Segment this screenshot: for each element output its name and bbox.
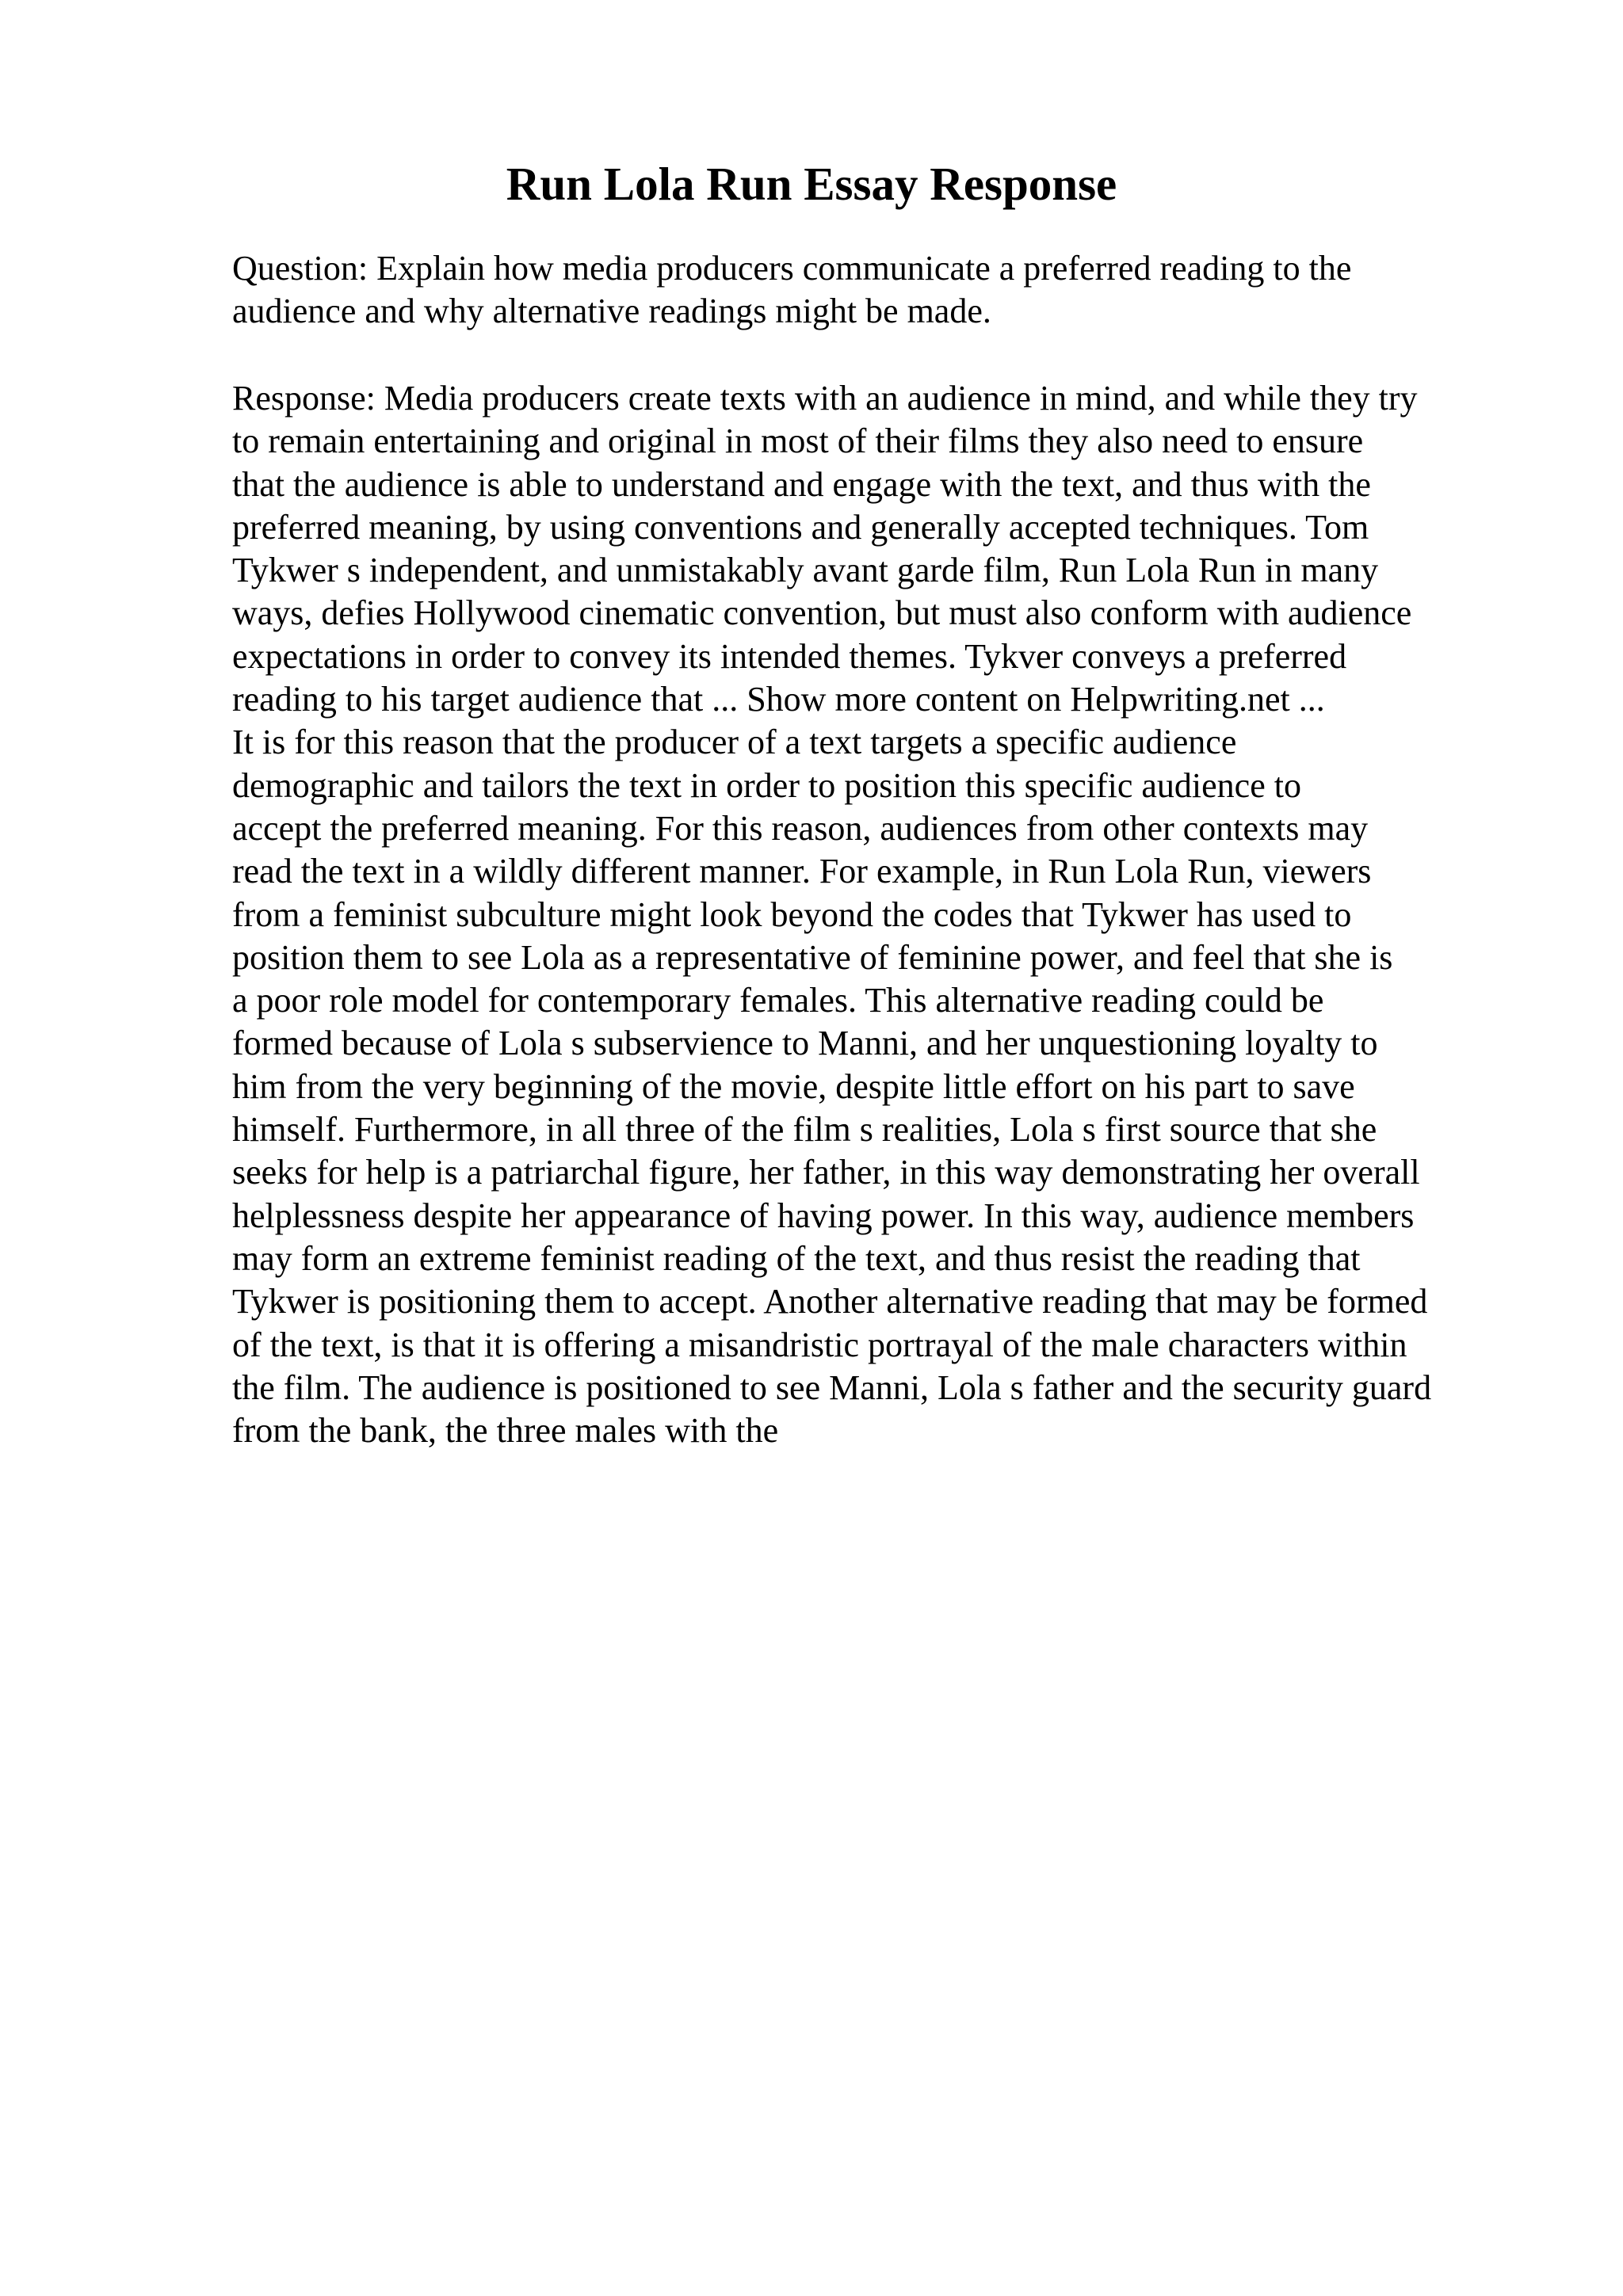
response-line: the film. The audience is positioned to see Manni, Lola s father and the security guard xyxy=(232,1367,1432,1407)
response-line: may form an extreme feminist reading of the text, and thus resist the reading that xyxy=(232,1238,1361,1278)
response-line: ways, defies Hollywood cinematic convention, but must also conform with audience xyxy=(232,593,1412,633)
question-paragraph xyxy=(232,247,1516,334)
response-line: from the bank, the three males with the xyxy=(232,1411,779,1451)
response-line: seeks for help is a patriarchal figure, her father, in this way demonstrating her overall xyxy=(232,1153,1420,1192)
response-line: Response: Media producers create texts with an audience in mind, and while they try xyxy=(232,379,1418,418)
response-line: position them to see Lola as a representative of feminine power, and feel that she is xyxy=(232,937,1393,977)
question-line: audience and why alternative readings might be made. xyxy=(232,292,991,331)
response-line: of the text, is that it is offering a misandristic portrayal of the male characters within xyxy=(232,1325,1407,1364)
response-line: It is for this reason that the producer of a text targets a specific audience xyxy=(232,723,1237,762)
response-line: helplessness despite her appearance of having power. In this way, audience members xyxy=(232,1196,1415,1235)
response-line: a poor role model for contemporary females. This alternative reading could be xyxy=(232,981,1324,1020)
response-line: formed because of Lola s subservience to Manni, and her unquestioning loyalty to xyxy=(232,1024,1378,1063)
response-line: that the audience is able to understand and engage with the text, and thus with the xyxy=(232,464,1371,504)
response-line: to remain entertaining and original in most of their films they also need to ensure xyxy=(232,421,1364,461)
response-line: Tykwer is positioning them to accept. Another alternative reading that may be formed xyxy=(232,1282,1428,1322)
response-line: him from the very beginning of the movie, despite little effort on his part to save xyxy=(232,1066,1355,1106)
response-line: expectations in order to convey its intended themes. Tykver conveys a preferred xyxy=(232,636,1347,676)
response-line: preferred meaning, by using conventions and generally accepted techniques. Tom xyxy=(232,507,1369,547)
response-line: from a feminist subculture might look beyond the codes that Tykwer has used to xyxy=(232,894,1352,934)
response-line: himself. Furthermore, in all three of the film s realities, Lola s first source that she xyxy=(232,1110,1377,1150)
response-paragraph xyxy=(232,377,1516,1452)
response-line: reading to his target audience that ... Show more content on Helpwriting.net ... xyxy=(232,680,1325,719)
document-title: Run Lola Run Essay Response xyxy=(506,158,1117,210)
response-line: read the text in a wildly different manner. For example, in Run Lola Run, viewers xyxy=(232,852,1372,891)
response-line: demographic and tailors the text in order to position this specific audience to xyxy=(232,765,1301,805)
response-line: Tykwer s independent, and unmistakably avant garde film, Run Lola Run in many xyxy=(232,551,1379,590)
response-line: accept the preferred meaning. For this reason, audiences from other contexts may xyxy=(232,808,1369,848)
question-line: Question: Explain how media producers communicate a preferred reading to the xyxy=(232,249,1352,288)
